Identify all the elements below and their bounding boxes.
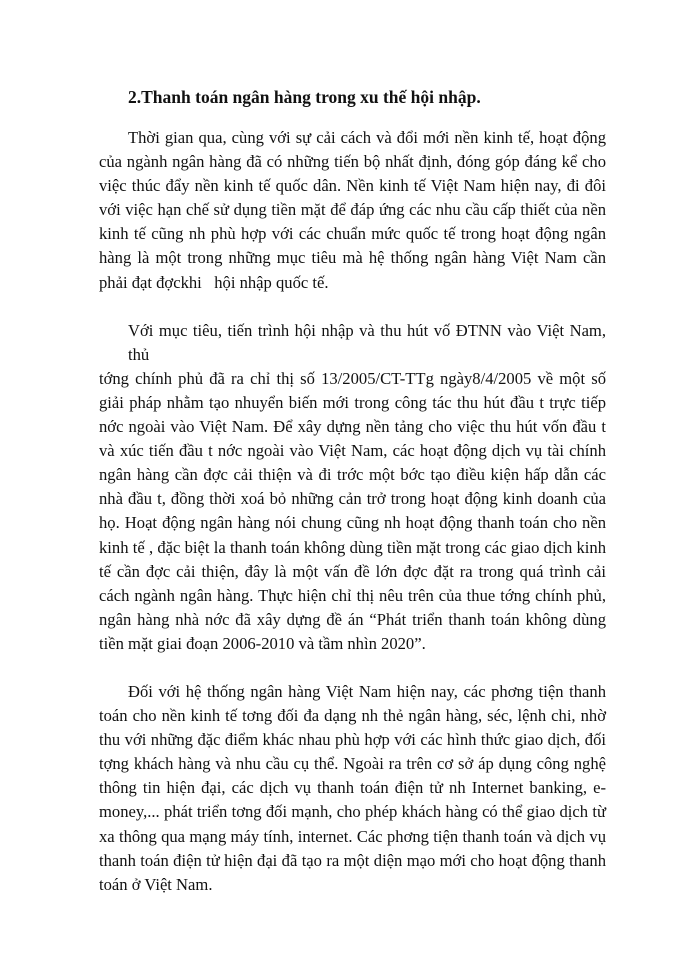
paragraph-line: thanh toán điện tử hiện đại đã tạo ra một diện mạo mới cho hoạt động thanh	[99, 850, 606, 870]
paragraph-line: kinh tế , đặc biệt la thanh toán không dùng tiền mặt trong các giao dịch kinh	[99, 537, 606, 557]
paragraph-line: phải đạt đợckhi hội nhập quốc tế.	[99, 272, 329, 292]
paragraph-line: tợng khách hàng và nhu cầu cụ thể. Ngoài ra trên cơ sở áp dụng công nghệ	[99, 754, 606, 774]
paragraph-line: Đối với hệ thống ngân hàng Việt Nam hiện nay, các phơng tiện thanh	[128, 681, 606, 701]
paragraph-line: toán ở Việt Nam.	[99, 874, 213, 894]
paragraph-line: ngân hàng cần đợc cải thiện và đi trớc một bớc tạo điều kiện hấp dẫn các	[99, 465, 606, 485]
paragraph-line: với việc hạn chế sử dụng tiền mặt để đáp ứng các nhu cầu cấp thiết của nền	[99, 200, 606, 220]
paragraph-line: kinh tế cũng nh phù hợp với các chuẩn mức quốc tế trong hoạt động ngân	[99, 224, 606, 244]
paragraph-line: nhà đầu t, đồng thời xoá bỏ những cản trở trong hoạt động kinh doanh của	[99, 489, 606, 509]
paragraph-line: tớng chính phủ đã ra chỉ thị số 13/2005/CT-TTg ngày8/4/2005 về một số	[99, 368, 606, 388]
paragraph-line: và xúc tiến đầu t nớc ngoài vào Việt Nam, các hoạt động dịch vụ tài chính	[99, 441, 606, 461]
paragraph-line: tế cần đợc cải thiện, đây là một vấn đề lớn đợc đặt ra trong quá trình cải	[99, 561, 606, 581]
paragraph-line: việc thúc đẩy nền kinh tế quốc dân. Nền kinh tế Việt Nam hiện nay, đi đôi	[99, 176, 606, 196]
paragraph-line: ngân hàng nhà nớc đã xây dựng đề án “Phát triển thanh toán không dùng	[99, 609, 606, 629]
paragraph-line: Thời gian qua, cùng với sự cải cách và đổi mới nền kinh tế, hoạt động	[128, 128, 606, 147]
paragraph-line: tiền mặt giai đoạn 2006-2010 và tầm nhìn 2020”.	[99, 633, 426, 653]
paragraph-line: cách ngành ngân hàng. Thực hiện chỉ thị nêu trên của thue tớng chính phủ,	[99, 585, 606, 605]
paragraph-line: toán cho nền kinh tế tơng đối đa dạng nh thẻ ngân hàng, séc, lệnh chi, nhờ	[99, 706, 606, 726]
paragraph-line: xa thông qua mạng máy tính, internet. Các phơng tiện thanh toán và dịch vụ	[99, 826, 606, 846]
paragraph-line: thu với những đặc điểm khác nhau phù hợp với các hình thức giao dịch, đối	[99, 730, 606, 750]
paragraph-line: money,... phát triển tơng đối mạnh, cho phép khách hàng có thể giao dịch từ	[99, 802, 606, 822]
paragraph-line: Với mục tiêu, tiến trình hội nhập và thu hút vố ĐTNN vào Việt Nam, thủ	[128, 320, 606, 364]
section-heading: 2.Thanh toán ngân hàng trong xu thế hội nhập.	[128, 87, 481, 107]
paragraph-digital-banking-progress	[99, 126, 606, 295]
paragraph-line: họ. Hoạt động ngân hàng nói chung cũng nh hoạt động thanh toán cho nền	[99, 513, 606, 533]
paragraph-line: thông tin hiện đại, các dịch vụ thanh toán điện tử nh Internet banking, e-	[99, 778, 606, 798]
paragraph-line: nớc ngoài vào Việt Nam. Để xây dựng nền tảng cho việc thu hút vốn đầu t	[99, 417, 606, 437]
paragraph-line: của ngành ngân hàng đã có những tiến bộ nhất định, đóng góp đáng kể cho	[99, 152, 606, 172]
paragraph-integration-goals	[99, 319, 606, 656]
paragraph-line: giải pháp nhằm tạo nhuyển biến mới trong công tác thu hút đầu t trực tiếp	[99, 392, 606, 412]
paragraph-payment-instruments	[99, 680, 606, 897]
paragraph-line: hàng là một trong những mục tiêu mà hệ thống ngân hàng Việt Nam cần	[99, 248, 606, 268]
